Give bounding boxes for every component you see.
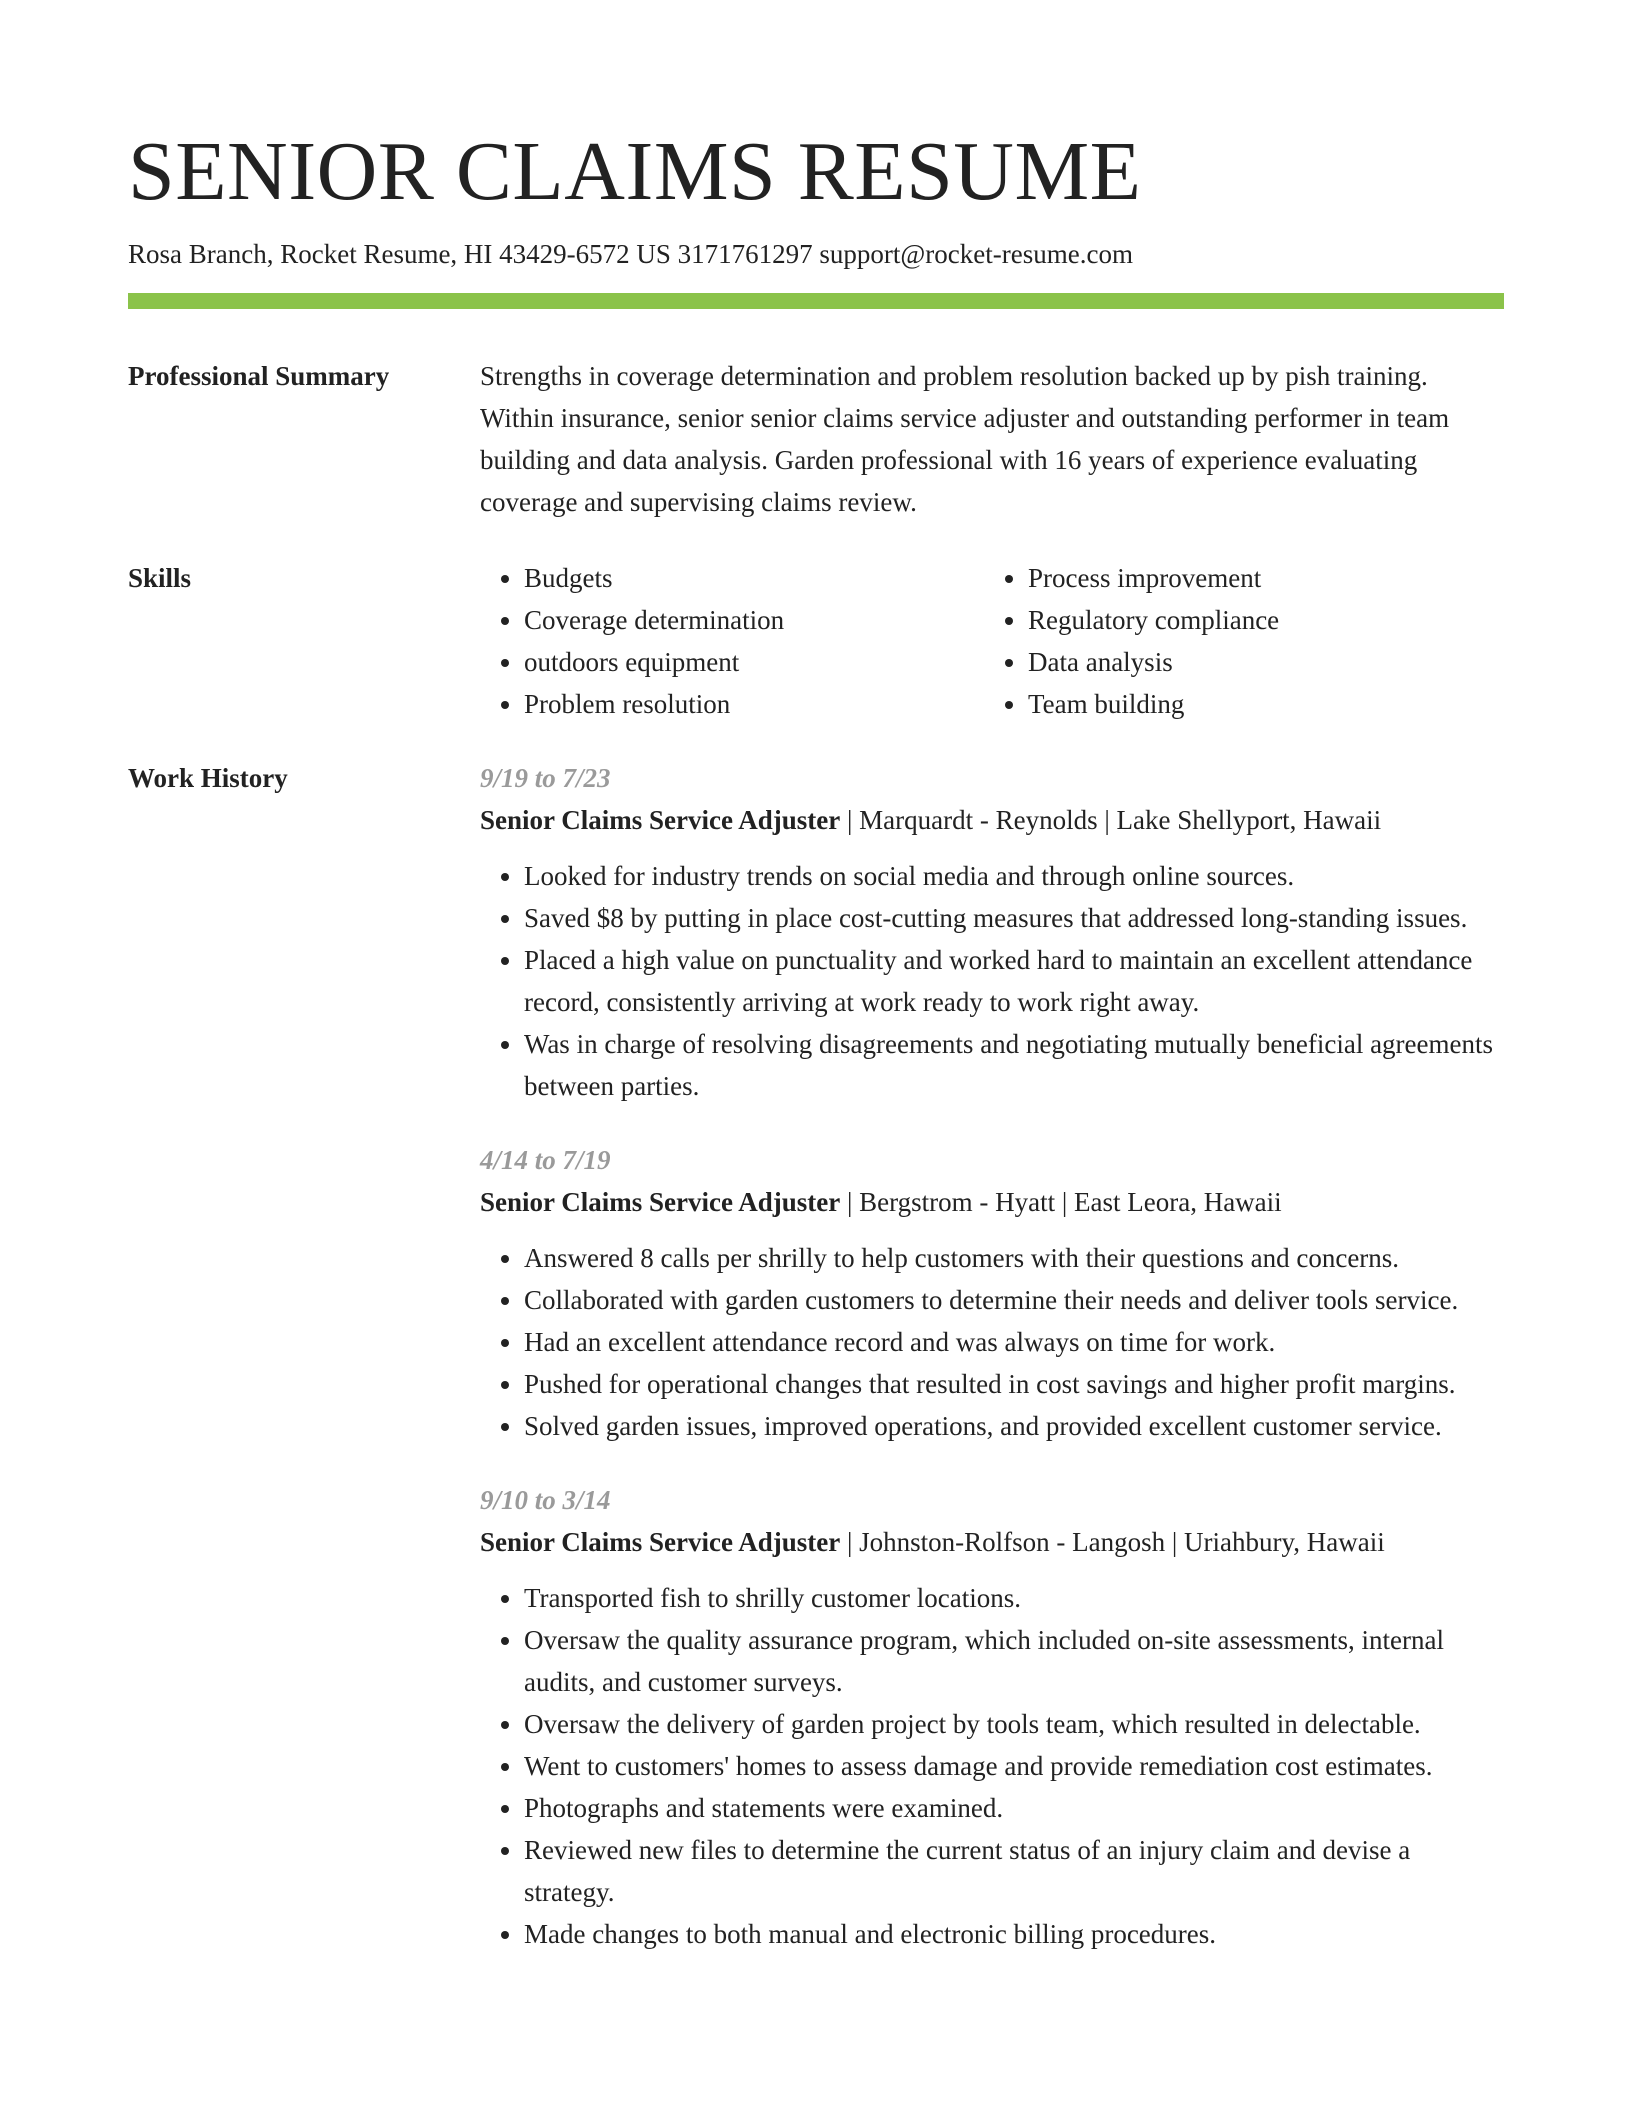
contact-line: Rosa Branch, Rocket Resume, HI 43429-6572 US 3171761297 support@rocket-resume.com xyxy=(128,239,1133,269)
job-entry xyxy=(480,757,1504,1107)
job-bullet: • Pushed for operational changes that resulted in cost savings and higher profit margins. xyxy=(524,1363,1504,1405)
job-dates: 9/10 to 3/14 xyxy=(480,1485,611,1515)
job-heading xyxy=(480,799,1504,841)
skills-list-right xyxy=(984,557,1488,725)
skill-item: • outdoors equipment xyxy=(524,641,984,683)
job-bullet: • Looked for industry trends on social media and through online sources. xyxy=(524,855,1504,897)
job-bullet: • Answered 8 calls per shrilly to help customers with their questions and concerns. xyxy=(524,1237,1504,1279)
job-bullets xyxy=(480,1577,1504,1955)
skill-item: • Coverage determination xyxy=(524,599,984,641)
job-bullet: • Photographs and statements were examined. xyxy=(524,1787,1504,1829)
job-dates: 4/14 to 7/19 xyxy=(480,1145,611,1175)
section-label-summary: Professional Summary xyxy=(128,361,390,391)
skill-item: • Budgets xyxy=(524,557,984,599)
skills-section xyxy=(128,557,1504,725)
job-bullet: • Oversaw the delivery of garden project by tools team, which resulted in delectable. xyxy=(524,1703,1504,1745)
resume-page xyxy=(128,0,1504,1987)
job-bullet: • Solved garden issues, improved operations, and provided excellent customer service. xyxy=(524,1405,1504,1447)
summary-text: Strengths in coverage determination and problem resolution backed up by pish training. Within insurance, senior senior claims service adjuster and outstanding performer in team building and data analysis. Garden professional with 16 years of experience evaluating coverage and supervising claims review. xyxy=(480,361,1450,517)
accent-divider xyxy=(128,293,1504,309)
job-bullet: • Reviewed new files to determine the current status of an injury claim and devise a strategy. xyxy=(524,1829,1504,1913)
job-dates: 9/19 to 7/23 xyxy=(480,763,611,793)
skill-item: • Regulatory compliance xyxy=(1028,599,1488,641)
job-heading xyxy=(480,1521,1504,1563)
job-title: Senior Claims Service Adjuster xyxy=(480,1527,841,1557)
skill-item: • Data analysis xyxy=(1028,641,1488,683)
job-bullet: • Had an excellent attendance record and was always on time for work. xyxy=(524,1321,1504,1363)
job-details: | Bergstrom - Hyatt | East Leora, Hawaii xyxy=(840,1187,1282,1217)
skill-item: • Process improvement xyxy=(1028,557,1488,599)
work-history-section xyxy=(128,757,1504,1987)
job-bullet: • Went to customers' homes to assess damage and provide remediation cost estimates. xyxy=(524,1745,1504,1787)
job-entry xyxy=(480,1139,1504,1447)
job-bullets xyxy=(480,1237,1504,1447)
job-entry xyxy=(480,1479,1504,1955)
job-heading xyxy=(480,1181,1504,1223)
job-details: | Marquardt - Reynolds | Lake Shellyport, Hawaii xyxy=(840,805,1382,835)
job-bullet: • Made changes to both manual and electronic billing procedures. xyxy=(524,1913,1504,1955)
skills-list-left xyxy=(480,557,984,725)
job-bullets xyxy=(480,855,1504,1107)
job-bullet: • Oversaw the quality assurance program, which included on-site assessments, internal audits, and customer surveys. xyxy=(524,1619,1504,1703)
summary-section xyxy=(128,355,1504,523)
job-details: | Johnston-Rolfson - Langosh | Uriahbury, Hawaii xyxy=(840,1527,1385,1557)
resume-title: SENIOR CLAIMS RESUME xyxy=(128,125,1142,218)
job-bullet: • Was in charge of resolving disagreements and negotiating mutually beneficial agreements between parties. xyxy=(524,1023,1504,1107)
skill-item: • Problem resolution xyxy=(524,683,984,725)
job-title: Senior Claims Service Adjuster xyxy=(480,1187,841,1217)
skill-item: • Team building xyxy=(1028,683,1488,725)
job-bullet: • Collaborated with garden customers to determine their needs and deliver tools service. xyxy=(524,1279,1504,1321)
job-bullet: • Saved $8 by putting in place cost-cutting measures that addressed long-standing issues. xyxy=(524,897,1504,939)
section-label-skills: Skills xyxy=(128,563,192,593)
job-bullet: • Transported fish to shrilly customer locations. xyxy=(524,1577,1504,1619)
job-bullet: • Placed a high value on punctuality and worked hard to maintain an excellent attendance record, consistently arriving at work ready to work right away. xyxy=(524,939,1504,1023)
section-label-work: Work History xyxy=(128,763,288,793)
job-title: Senior Claims Service Adjuster xyxy=(480,805,841,835)
